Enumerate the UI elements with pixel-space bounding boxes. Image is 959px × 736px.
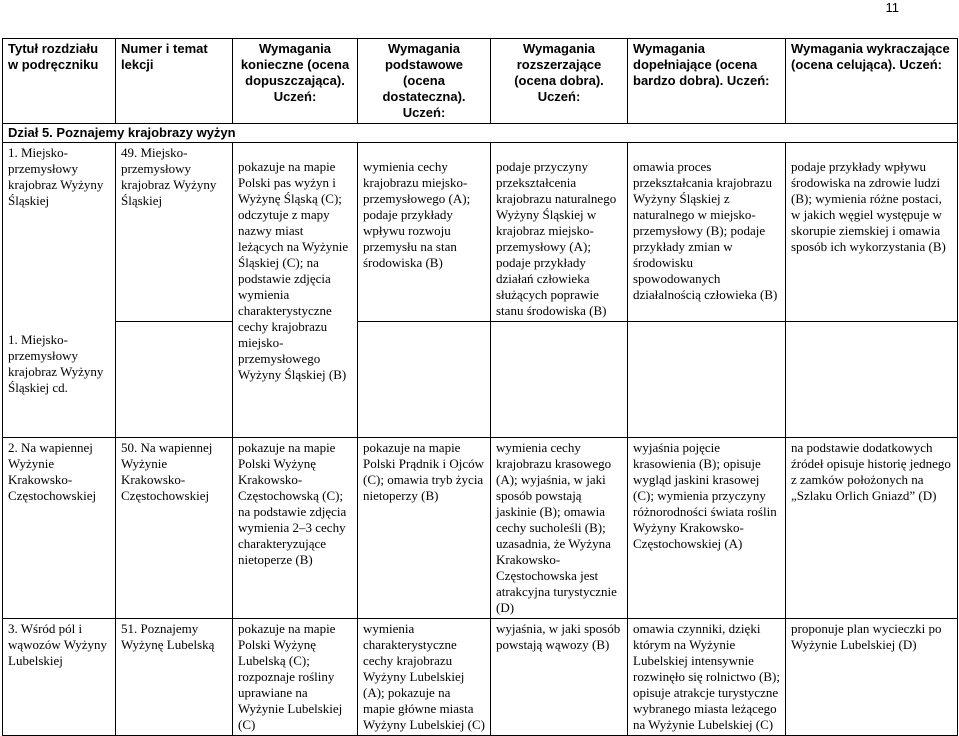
beyond-cell-empty	[786, 322, 958, 438]
lesson-cell-empty	[116, 322, 233, 438]
beyond-cell: na podstawie dodatkowych źródeł opisuje historię jednego z zamków położonych na „Szlaku Orlich Gniazd” (D)	[786, 438, 958, 619]
chapter-cell: 3. Wśród pól i wąwozów Wyżyny Lubelskiej	[3, 619, 116, 736]
chapter-cell: 1. Miejsko-przemysłowy krajobraz Wyżyny Śląskiej	[3, 143, 116, 322]
complementary-cell: wyjaśnia pojęcie krasowienia (B); opisuje wygląd jaskini krasowej (C); wymienia przyczyny różnorodności świata roślin Wyżyny Krakowsko-Częstochowskiej (A)	[628, 438, 786, 619]
section-row	[3, 124, 958, 143]
basic-cell-empty	[358, 322, 491, 438]
header-complementary: Wymagania dopełniające (ocena bardzo dobra). Uczeń:	[628, 39, 786, 124]
header-lesson: Numer i temat lekcji	[116, 39, 233, 124]
table-row	[3, 143, 958, 322]
required-cell	[233, 143, 358, 438]
page-number: 11	[885, 0, 899, 15]
required-text: pokazuje na mapie Polski pas wyżyn i Wyżynę Śląską (C); odczytuje z mapy nazwy miast leżących na Wyżynie Śląskiej (C); na podstawie zdjęcia wymienia charakterystyczne cechy krajobrazu miejsko-przemysłowego Wyżyny Śląskiej (B)	[238, 159, 349, 382]
chapter-text: 1. Miejsko-przemysłowy krajobraz Wyżyny Śląskiej cd.	[8, 331, 104, 395]
extended-cell-empty	[491, 322, 628, 438]
table-header-row	[3, 39, 958, 124]
basic-cell: pokazuje na mapie Polski Prądnik i Ojców (C); omawia tryb życia nietoperzy (B)	[358, 438, 491, 619]
header-basic: Wymagania podstawowe (ocena dostateczna). Uczeń:	[358, 39, 491, 124]
lesson-cell: 51. Poznajemy Wyżynę Lubelską	[116, 619, 233, 736]
extended-cell: podaje przyczyny przekształcenia krajobrazu naturalnego Wyżyny Śląskiej w krajobraz miejsko-przemysłowy (A); podaje przykłady działań człowieka służących poprawie stanu środowiska (B)	[491, 143, 628, 322]
complementary-cell: omawia czynniki, dzięki którym na Wyżynie Lubelskiej intensywnie rozwinęło się rolnictwo (B); opisuje atrakcje turystyczne wybranego miasta leżącego na Wyżynie Lubelskiej (C)	[628, 619, 786, 736]
header-required: Wymagania konieczne (ocena dopuszczająca). Uczeń:	[233, 39, 358, 124]
extended-cell: wyjaśnia, w jaki sposób powstają wąwozy (B)	[491, 619, 628, 736]
extended-cell: wymienia cechy krajobrazu krasowego (A); wyjaśnia, w jaki sposób powstają jaskinie (B); omawia cechy sucholeśli (B); uzasadnia, że Wyżyna Krakowsko-Częstochowska jest atrakcyjna turystycznie (D)	[491, 438, 628, 619]
header-chapter: Tytuł rozdziału w podręczniku	[3, 39, 116, 124]
required-cell: pokazuje na mapie Polski Wyżynę Lubelską (C); rozpoznaje rośliny uprawiane na Wyżynie Lubelskiej (C)	[233, 619, 358, 736]
section-title: Dział 5. Poznajemy krajobrazy wyżyn	[3, 124, 958, 143]
chapter-cell-cont	[3, 322, 116, 438]
lesson-cell: 49. Miejsko-przemysłowy krajobraz Wyżyny Śląskiej	[116, 143, 233, 322]
lesson-cell: 50. Na wapiennej Wyżynie Krakowsko-Częstochowskiej	[116, 438, 233, 619]
header-extended: Wymagania rozszerzające (ocena dobra). Uczeń:	[491, 39, 628, 124]
basic-cell: wymienia charakterystyczne cechy krajobrazu Wyżyny Lubelskiej (A); pokazuje na mapie główne miasta Wyżyny Lubelskiej (C)	[358, 619, 491, 736]
required-cell: pokazuje na mapie Polski Wyżynę Krakowsko-Częstochowską (C); na podstawie zdjęcia wymienia 2–3 cechy charakteryzujące nietoperze (B)	[233, 438, 358, 619]
basic-cell: wymienia cechy krajobrazu miejsko-przemysłowego (A); podaje przykłady wpływu rozwoju przemysłu na stan środowiska (B)	[358, 143, 491, 322]
beyond-cell: podaje przykłady wpływu środowiska na zdrowie ludzi (B); wymienia różne postaci, w jakich węgiel występuje w skorupie ziemskiej i omawia sposób ich wykorzystania (B)	[786, 143, 958, 322]
requirements-table	[2, 38, 958, 736]
table-row	[3, 619, 958, 736]
beyond-cell: proponuje plan wycieczki po Wyżynie Lubelskiej (D)	[786, 619, 958, 736]
complementary-cell-empty	[628, 322, 786, 438]
table-row-continued	[3, 322, 958, 438]
table-row	[3, 438, 958, 619]
complementary-cell: omawia proces przekształcania krajobrazu Wyżyny Śląskiej z naturalnego w miejsko-przemysłowy (B); podaje przykłady zmian w środowisku spowodowanych działalnością człowieka (B)	[628, 143, 786, 322]
header-beyond: Wymagania wykraczające (ocena celująca). Uczeń:	[786, 39, 958, 124]
chapter-cell: 2. Na wapiennej Wyżynie Krakowsko-Częstochowskiej	[3, 438, 116, 619]
